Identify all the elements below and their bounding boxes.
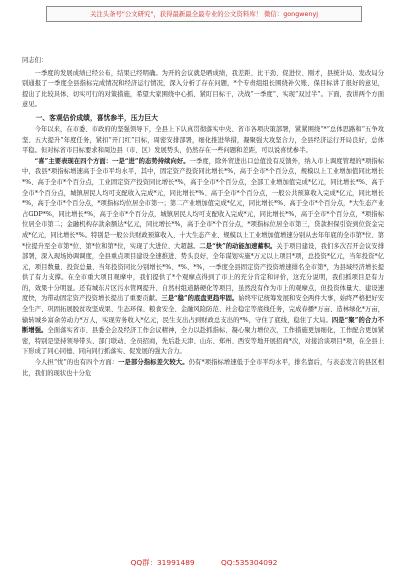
salutation: 同志们： bbox=[22, 57, 48, 64]
highlight-joy-2: 二是“快”的动能加速蓄积。 bbox=[199, 242, 277, 250]
intro-paragraph: 一季度的发展成绩已经公布，结果已经明确。为开的会议就是晒成绩，我差距、比干劲、促进位、刚才，县统计局、发改局分别通报了一季度全县指标完成情况和经济运行情况，深入分析了存在问题，*个专责组组长围绕补欠账、保目标讲了很好的意见，提出了比较具体、切实可行的对策措施，希望大家围绕中心抓、紧盯目标干，决战“一季度”、实现“双过半”。下面，我讲两个方面意见。 bbox=[22, 69, 384, 109]
paragraph-3-lead: 今人担“忧”的也有四个方面： bbox=[34, 359, 119, 367]
paragraph-1: 今年以来，在市委、市政府的坚强领导下，全县上下认真贯彻落实中央、省市各项决策部署，紧紧围绕“*”总体思路和“五争攻坚、五大提升”年度任务，紧扣“开门红”目标，周密安排部署，细化推进举措，凝聚强大攻坚合力，全县经济运行开局良好，总体平稳。但对标省市目标要求和周边县（市、区）发展势头，仍然存在一些问题和差距，可以说喜忧参半。 bbox=[22, 125, 384, 155]
footer-qq-number: QQ:535304092 bbox=[220, 558, 278, 567]
highlight-joy-3: 三是“稳”的底盘更趋牢固。 bbox=[161, 295, 239, 303]
paragraph-3-text: 仍有*项指标增速低于全市平均水平，排名靠后，与表态发言的县区相比，我们的现状也十分危 bbox=[22, 359, 384, 377]
highlight-joy-4: 四是“聚”的合力不断增强。 bbox=[22, 316, 384, 335]
paragraph-2 bbox=[22, 157, 384, 358]
document-body bbox=[22, 56, 384, 552]
footer-qq-group: QQ群：31991489 bbox=[130, 558, 195, 567]
highlight-worry-1: 一是部分指标差欠较大。 bbox=[118, 359, 189, 367]
paragraph-2d-text: 全面落实省市、县委全会及经济工作会议精神，全力以赴抓指标、凝心聚力增位次，工作措施更加细化，工作配合更加紧密，特别是坚持领导带头、部门联动、全员招商，先后赴天津、山东、郑州、西安等地开展招商*次，对接洽谈项目*项，在全县上下形成了同心同德、同向同行抓落实、促发展的强大合力。 bbox=[22, 327, 384, 356]
highlight-joy-1: “喜”主要表现在四个方面：一是“进”的态势持续向好。 bbox=[34, 157, 190, 165]
header-banner: 关注头条号"公文研究"，获得最新最全最专业的公文资料库！ 微信：gongwenyj bbox=[46, 6, 362, 22]
paragraph-2c-text: 始终牢记统筹发展和安全两件大事，始终严格把好安全生产、巩固拓展脱贫攻坚成果、生态环保、粮食安全、金融风险防范、社会稳定等底线任务，完成春播*万亩、造林绿化*万亩，输转城乡富余劳动力*万人，实现劳务收入*亿元，民生支出占到财政总支出的*%，守住了底线，稳住了大局。 bbox=[22, 295, 384, 324]
section-heading-1: 一、客观估价成绩，喜忧参半，压力巨大 bbox=[35, 113, 158, 122]
paragraph-2-text: 一季度，除外贸进出口总值没有反馈外，纳入市上调度管理的*项指标中，我县*项指标增速高于全市平均水平，其中，固定资产投资同比增长*%，高于全市*个百分点，规模以上工业增加值同比增长*%、高于全市*个百分点，工业固定资产投资同比增长*%，高于全市*个百分点，全部工业增加值完成*亿元，同比增长*%、高于全市*个百分点，城镇居民人均可支配收入完成*元，同比增长*%、高于全市*个百分点，一般公共预算收入完成*亿元，同比增长*%，高于全市*个百分点，*项指标均位居全市第一；第二产业增加值完成*亿元，同比增长*%、高于全市*个百分点，*大生态产业占GDP*%，同比增长*%，高于全市*个百分点，城镇居民人均可支配收入完成*元，同比增长*%，高于全市*个百分点，*项指标位居全市第二；金融机构存款余额达*亿元，同比增长*%，高于全市*个百分点，*项指标位居全市第三，贷款担保引资到位资金完成*亿元，同比增长*%。特别是一般公共财政预算收入、十大生态产业、规模以上工业增加值增速分别从去年年底的全市第*位、第*位提升至全市第*位、第*位和第*位，实现了大进位、大超越。 bbox=[22, 157, 384, 250]
paragraph-2b-text: 关于项目建设，我们多次召开会议安排部署，深入现场协调调度，全县重点项目建设全速推进、势头良好，全年谋划实施*万元以上项目*项，总投资*亿元，当年投资*亿元，项目数量、投资总量、当年投资同比分别增长*%、*%、*%，一季度全县固定资产投资增速排名全市第*，为县域经济增长提供了有力支撑。在全市重大项目观摩中，我们提供了*个观摩点得到了市上的充分肯定和评价，这充分说明，我们抓项目是有力的，效果十分明显。还有城东片区污水管网提升、自然村组道路硬化等项目，虽然没有作为市上的观摩点，但投资体量大、建设速度快，为带动固定资产投资增长提出了重要贡献。 bbox=[22, 242, 384, 303]
paragraph-3 bbox=[22, 358, 384, 379]
footer-contact bbox=[0, 556, 408, 570]
